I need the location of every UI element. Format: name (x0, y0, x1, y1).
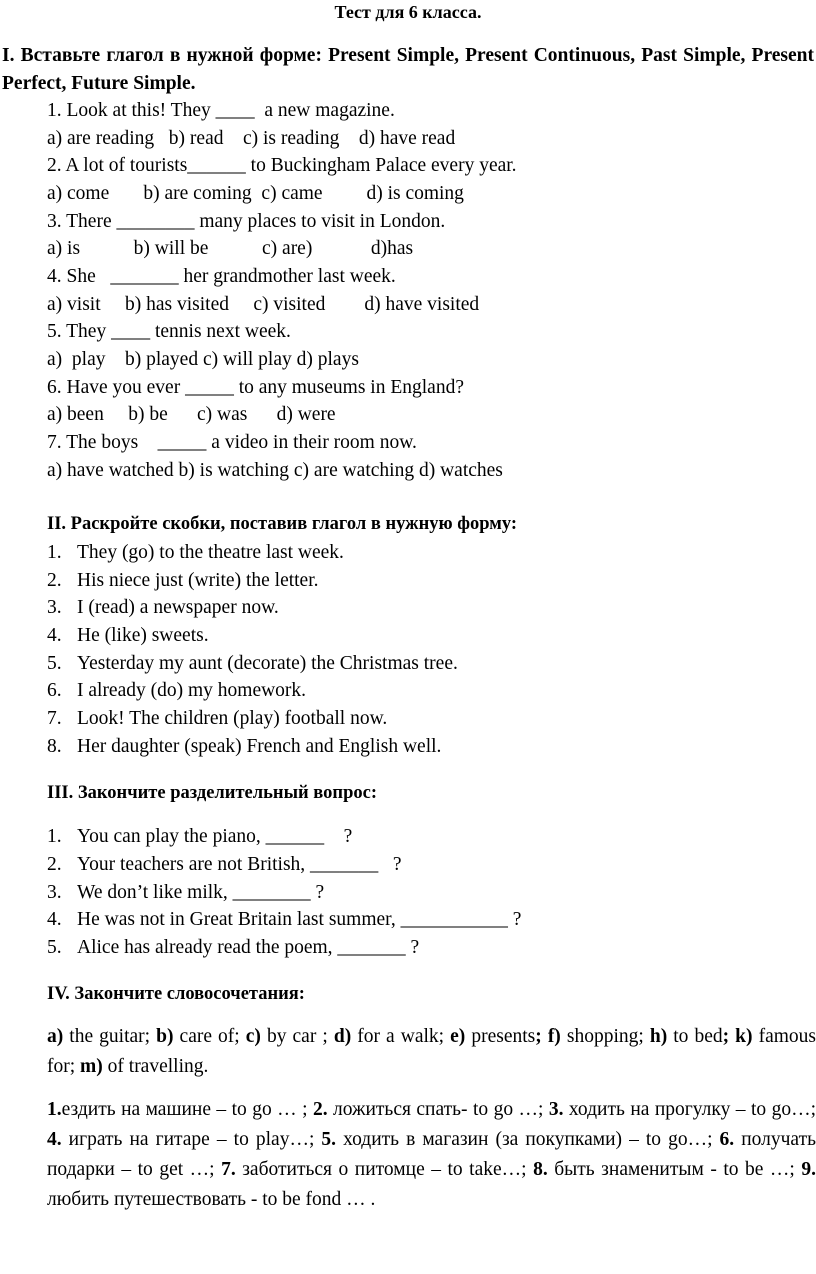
task-list (47, 1095, 816, 1215)
item-text: Look! The children (play) football now. (77, 708, 388, 729)
list-item (47, 567, 319, 594)
phrase-text: shopping; (560, 1026, 650, 1047)
item-number: 6. (47, 680, 62, 701)
item-number: 1. (47, 542, 62, 563)
phrase-label: e) (450, 1026, 466, 1047)
answer-options: a) are reading b) read c) is reading d) have read (47, 128, 456, 149)
item-text: Your teachers are not British, _______ ? (77, 854, 402, 875)
section-1-heading: I. Вставьте глагол в нужной форме: Present Simple, Present Continuous, Past Simple, Present Perfect, Future Simple. (2, 45, 814, 94)
task-number: 3. (548, 1099, 564, 1120)
item-number: 3. (47, 882, 62, 903)
item-text: Yesterday my aunt (decorate) the Christmas tree. (77, 653, 458, 674)
list-item (47, 622, 209, 649)
task-text: быть знаменитым - to be …; (547, 1159, 802, 1180)
page-title: Тест для 6 класса. (334, 2, 482, 22)
task-text: получать подарки – to get …; (47, 1129, 816, 1180)
task-text: заботиться о питомце – to take…; (235, 1159, 534, 1180)
phrase-label: m) (80, 1056, 103, 1077)
item-number: 1. (47, 826, 62, 847)
answer-options: a) come b) are coming c) came d) is coming (47, 183, 464, 204)
answer-options: a) have watched b) is watching c) are watching d) watches (47, 460, 503, 481)
phrase-label: ; k) (722, 1026, 753, 1047)
task-text: любить путешествовать - to be fond … . (47, 1189, 376, 1210)
task-text: ездить на машине – to go … ; (61, 1099, 313, 1120)
phrase-label: d) (333, 1026, 352, 1047)
phrase-label: ; (535, 1026, 542, 1047)
section-4-title: IV. Закончите словосочетания: (47, 984, 305, 1004)
item-text: We don’t like milk, ________ ? (77, 882, 325, 903)
task-text: ложиться спать- to go …; (327, 1099, 549, 1120)
item-number: 7. (47, 708, 62, 729)
phrase-text: to bed (667, 1026, 723, 1047)
item-text: He was not in Great Britain last summer, ___________ ? (77, 909, 522, 930)
task-text: ходить на прогулку – to go…; (563, 1099, 816, 1120)
phrase-label: h) (649, 1026, 668, 1047)
question-line: 1. Look at this! They ____ a new magazine. (47, 100, 395, 121)
phrase-text: by car ; (260, 1026, 334, 1047)
section-2-title: II. Раскройте скобки, поставив глагол в нужную форму: (47, 514, 518, 534)
item-text: I already (do) my homework. (77, 680, 307, 701)
phrase-label: a) (47, 1026, 64, 1047)
answer-options: a) been b) be c) was d) were (47, 404, 336, 425)
question-line: 5. They ____ tennis next week. (47, 321, 291, 342)
list-item (47, 733, 441, 760)
question-line: 3. There ________ many places to visit in London. (47, 211, 446, 232)
list-item (47, 823, 352, 850)
list-item (47, 539, 344, 566)
phrase-text: the guitar; (63, 1026, 157, 1047)
task-number: 1. (47, 1099, 62, 1120)
item-text: He (like) sweets. (77, 625, 209, 646)
list-item (47, 851, 402, 878)
item-text: They (go) to the theatre last week. (77, 542, 344, 563)
task-text: ходить в магазин (за покупками) – to go…; (336, 1129, 720, 1150)
task-text: играть на гитаре – to play…; (61, 1129, 322, 1150)
phrase-text: presents (465, 1026, 536, 1047)
answer-options: a) play b) played c) will play d) plays (47, 349, 359, 370)
item-text: Her daughter (speak) French and English well. (77, 736, 442, 757)
item-text: I (read) a newspaper now. (77, 597, 279, 618)
phrase-list (47, 1022, 816, 1082)
answer-options: a) visit b) has visited c) visited d) have visited (47, 294, 480, 315)
list-item (47, 906, 521, 933)
question-line: 2. A lot of tourists______ to Buckingham Palace every year. (47, 155, 517, 176)
task-number: 9. (801, 1159, 816, 1180)
phrase-label: b) (156, 1026, 174, 1047)
item-number: 4. (47, 909, 62, 930)
item-number: 2. (47, 854, 62, 875)
item-number: 5. (47, 653, 62, 674)
list-item (47, 934, 419, 961)
item-number: 5. (47, 937, 62, 958)
task-number: 4. (47, 1129, 62, 1150)
item-number: 2. (47, 570, 62, 591)
list-item (47, 594, 279, 621)
item-text: His niece just (write) the letter. (77, 570, 319, 591)
phrase-text: for a walk; (351, 1026, 451, 1047)
section-3-title: III. Закончите разделительный вопрос: (47, 783, 377, 803)
item-number: 4. (47, 625, 62, 646)
task-number: 5. (321, 1129, 337, 1150)
task-number: 6. (719, 1129, 735, 1150)
question-line: 4. She _______ her grandmother last week. (47, 266, 396, 287)
item-text: Alice has already read the poem, _______ ? (77, 937, 420, 958)
phrase-label: f) (547, 1026, 561, 1047)
list-item (47, 879, 324, 906)
phrase-label: c) (245, 1026, 261, 1047)
phrase-text: famous for; (47, 1026, 816, 1077)
task-number: 7. (221, 1159, 236, 1180)
item-number: 3. (47, 597, 62, 618)
question-line: 7. The boys _____ a video in their room now. (47, 432, 417, 453)
item-number: 8. (47, 736, 62, 757)
item-text: You can play the piano, ______ ? (77, 826, 353, 847)
list-item (47, 650, 458, 677)
question-line: 6. Have you ever _____ to any museums in England? (47, 377, 464, 398)
task-number: 2. (312, 1099, 328, 1120)
task-number: 8. (533, 1159, 548, 1180)
phrase-text: of travelling. (102, 1056, 209, 1077)
phrase-text: care of; (173, 1026, 246, 1047)
list-item (47, 705, 387, 732)
list-item (47, 677, 306, 704)
answer-options: a) is b) will be c) are) d)has (47, 238, 414, 259)
